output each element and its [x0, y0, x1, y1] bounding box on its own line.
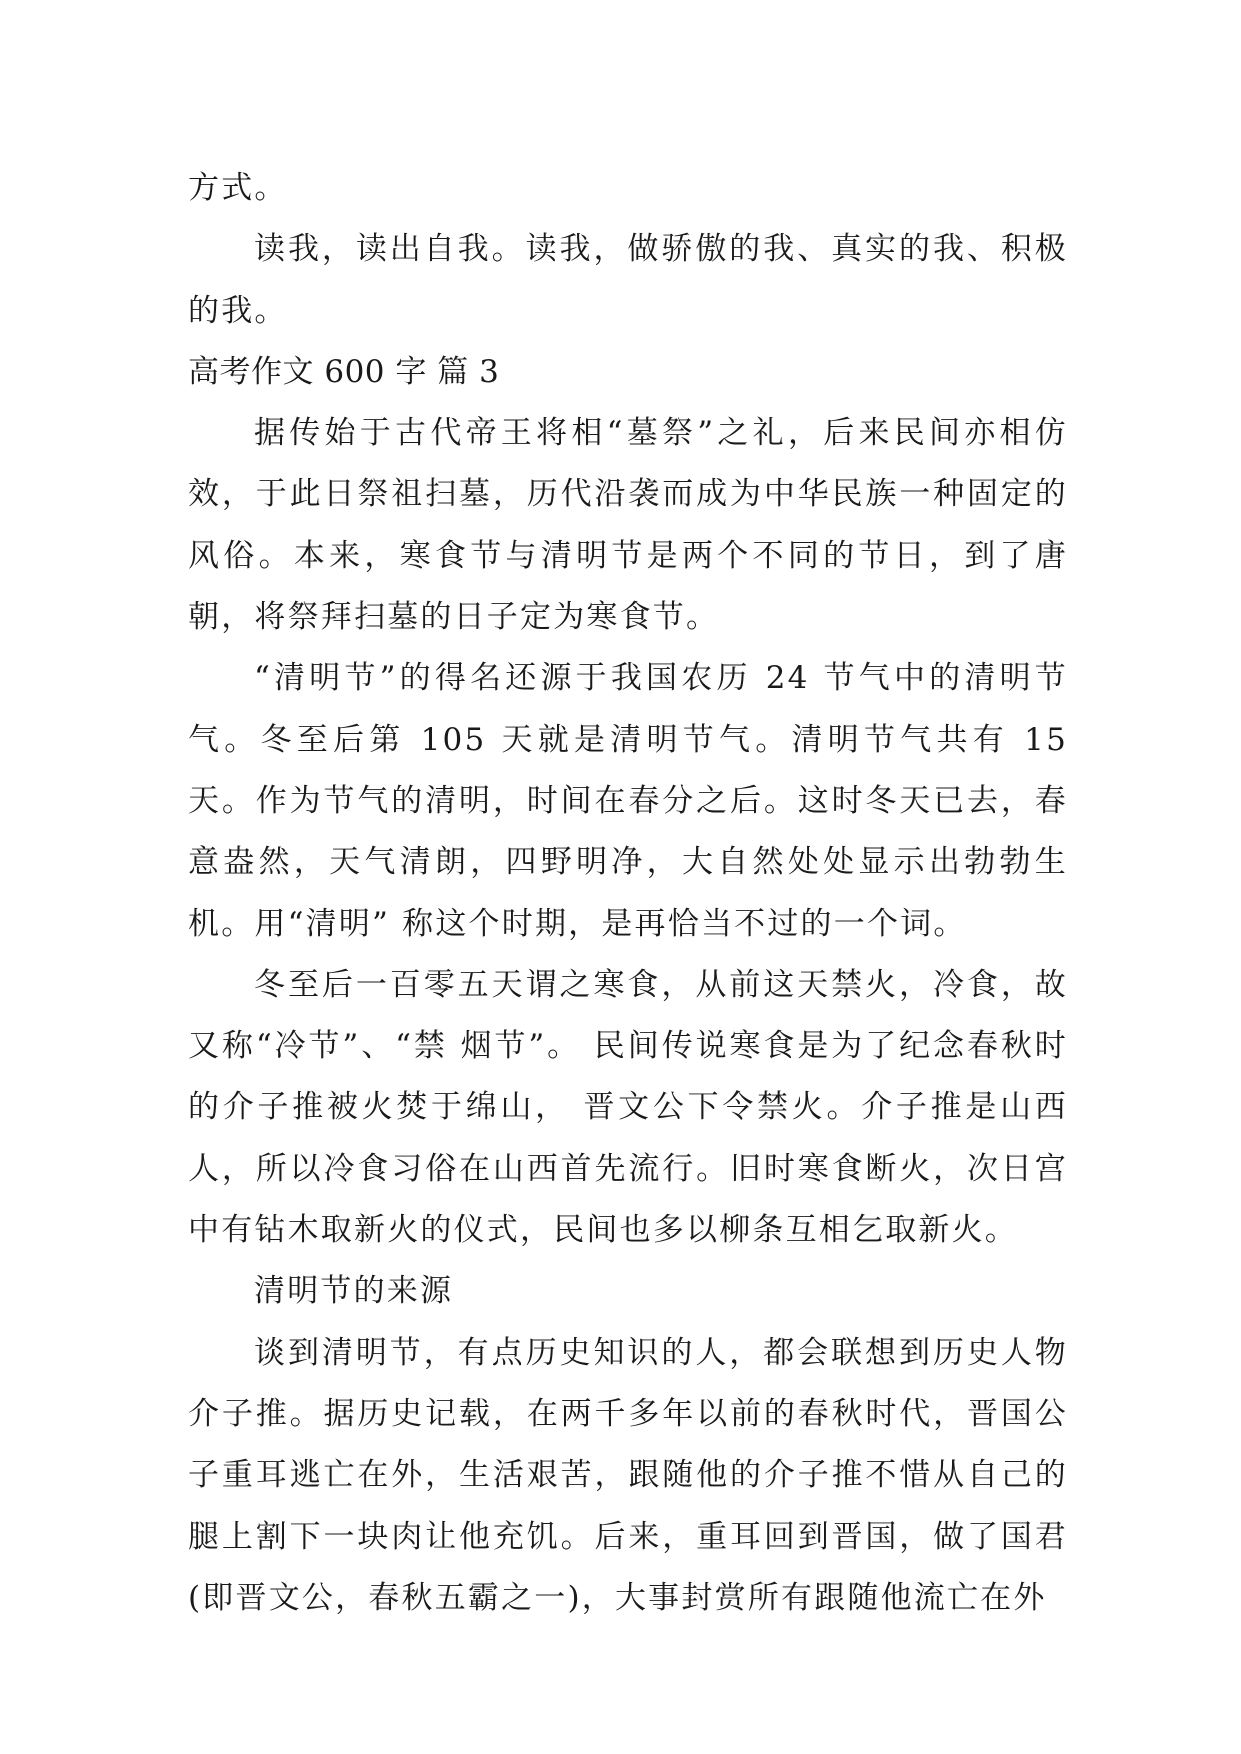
paragraph-jie-zitui: 谈到清明节，有点历史知识的人，都会联想到历史人物介子推。据历史记载，在两千多年以前的春秋时代，晋国公子重耳逃亡在外，生活艰苦，跟随他的介子推不惜从自己的腿上割下一块肉让他充饥。后来，重耳回到晋国，做了国君(即晋文公，春秋五霸之一)，大事封赏所有跟随他流亡在外 [188, 1334, 1068, 1616]
paragraph-read-me: 读我，读出自我。读我，做骄傲的我、真实的我、积极的我。 [188, 231, 1068, 329]
paragraph-tomb-sacrifice: 据传始于古代帝王将相“墓祭”之礼，后来民间亦相仿效，于此日祭祖扫墓，历代沿袭而成为中华民族一种固定的风俗。本来，寒食节与清明节是两个不同的节日，到了唐朝，将祭拜扫墓的日子定为寒食节。 [188, 415, 1068, 636]
section-heading: 高考作文 600 字 篇 3 [188, 353, 500, 390]
paragraph-qingming-name: “清明节”的得名还源于我国农历 24 节气中的清明节气。冬至后第 105 天就是清明节气。清明节气共有 15 天。作为节气的清明，时间在春分之后。这时冬天已去，春意盎然，天气清朗，四野明净，大自然处处显示出勃勃生机。用“清明” 称这个时期，是再恰当不过的一个词。 [188, 660, 1068, 942]
subheading-origin: 清明节的来源 [254, 1273, 454, 1310]
document-page [188, 158, 1068, 1629]
paragraph-continued: 方式。 [188, 170, 288, 206]
paragraph-cold-food: 冬至后一百零五天谓之寒食，从前这天禁火，冷食，故又称“冷节”、“禁 烟节”。 民间传说寒食是为了纪念春秋时的介子推被火焚于绵山， 晋文公下令禁火。介子推是山西人，所以冷食习俗在山西首先流行。旧时寒食断火，次日宫中有钻木取新火的仪式，民间也多以柳条互相乞取新火。 [188, 966, 1068, 1249]
